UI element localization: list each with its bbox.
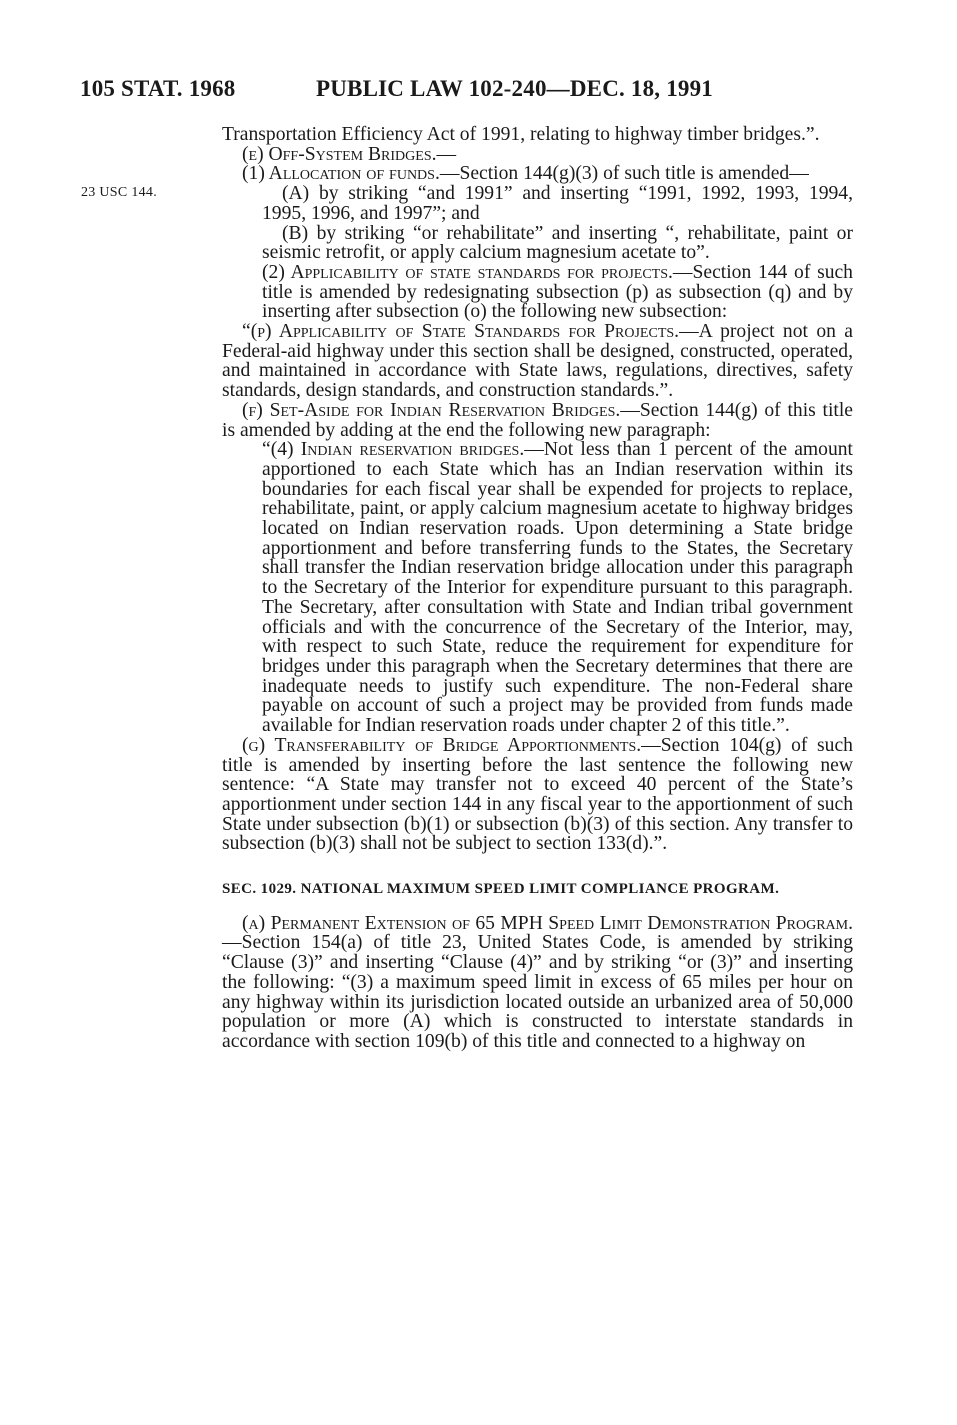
paragraph: Transportation Efficiency Act of 1991, relating to highway timber bridges.”. (222, 124, 820, 145)
body-text (222, 125, 853, 1052)
subsection-caption: (a) Permanent Extension of 65 MPH Speed Limit Demonstration Program. (242, 912, 853, 934)
paragraph-text: —Section 104(g) of such title is amended by inserting before the last sentence the following new sentence: “A State may transfer not to exceed 40 percent of the State’s apportionment under section 144 in any fiscal year to the apportionment of such State under subsection (b)(1) or subsection (b)(3) of this section. Any transfer to subsection (b)(3) shall not be subject to section 133(d).”. (222, 734, 853, 855)
paragraph-text: —A project not on a Federal-aid highway under this section shall be designed, constructed, operated, and maintained in accordance with State laws, regulations, directives, safety standards, design standards, and construction standards.”. (222, 321, 853, 402)
subsection-caption: “(p) Applicability of State Standards for Projects. (242, 321, 680, 343)
paragraph-text: —Section 144(g) of this title is amended by adding at the end the following new paragraph: (222, 399, 853, 441)
paragraph (222, 401, 853, 440)
public-law-title: PUBLIC LAW 102-240—DEC. 18, 1991 (316, 76, 714, 101)
paragraph-text: —Not less than 1 percent of the amount apportioned to each State which has an Indian reservation within its boundaries for each fiscal year shall be expended for projects to replace, rehabilitate, paint, or apply calcium magnesium acetate to highway bridges located on Indian reservation roads. Upon determining a State bridge apportionment and before transferring funds to the States, the Secretary shall transfer the Indian reservation bridge allocation under this paragraph to the Secretary of the Interior for expenditure pursuant to this paragraph. The Secretary, after consultation with State and Indian tribal government officials and with the concurrence of the Secretary of the Interior, may, with respect to such State, reduce the requirement for expenditure for bridges under this paragraph when the Secretary determines that there are inadequate needs to justify such expenditure. The non-Federal share payable on account of such a project may be provided from funds made available for Indian reservation roads under chapter 2 of this title.”. (262, 439, 853, 737)
paragraph: (B) by striking “or rehabilitate” and inserting “, rehabilitate, paint or seismic retrofit, or apply calcium magnesium acetate to”. (262, 222, 853, 264)
subsection-caption: (g) Transferability of Bridge Apportionments. (242, 734, 642, 756)
paragraph-caption: “(4) Indian reservation bridges. (262, 439, 525, 461)
paragraph (222, 263, 853, 322)
paragraph (222, 440, 853, 736)
section-heading: SEC. 1029. NATIONAL MAXIMUM SPEED LIMIT COMPLIANCE PROGRAM. (222, 881, 780, 898)
paragraph (222, 145, 853, 165)
paragraph-text: —Section 154(a) of title 23, United States Code, is amended by striking “Clause (3)” and inserting “Clause (4)” and by striking “or (3)” and inserting the following: “(3) a maximum speed limit in excess of 65 miles per hour on any highway within its jurisdiction located outside an urbanized area of 50,000 population or more (A) which is constructed to interstate standards in accordance with section 109(b) of this title and connected to a highway on (222, 932, 853, 1052)
paragraph-text: —Section 144 of such title is amended by redesignating subsection (p) as subsection (q) and by inserting after subsection (o) the following new subsection: (262, 261, 853, 323)
paragraph: (A) by striking “and 1991” and inserting “1991, 1992, 1993, 1994, 1995, 1996, and 1997”; and (262, 183, 853, 224)
paragraph (222, 322, 853, 401)
paragraph (222, 914, 853, 1052)
subsection-caption: (e) Off-System Bridges.— (242, 143, 457, 165)
paragraph-caption: (1) Allocation of funds. (242, 163, 440, 185)
page-header (80, 76, 713, 102)
margin-citation: 23 USC 144. (81, 185, 158, 200)
paragraph (222, 736, 853, 854)
stat-page-number: 105 STAT. 1968 (80, 76, 236, 101)
subsection-caption: (f) Set-Aside for Indian Reservation Bridges. (242, 399, 621, 421)
paragraph-text: —Section 144(g)(3) of such title is amended— (439, 163, 809, 185)
paragraph (222, 164, 853, 184)
paragraph-caption: (2) Applicability of state standards for projects. (262, 261, 673, 283)
